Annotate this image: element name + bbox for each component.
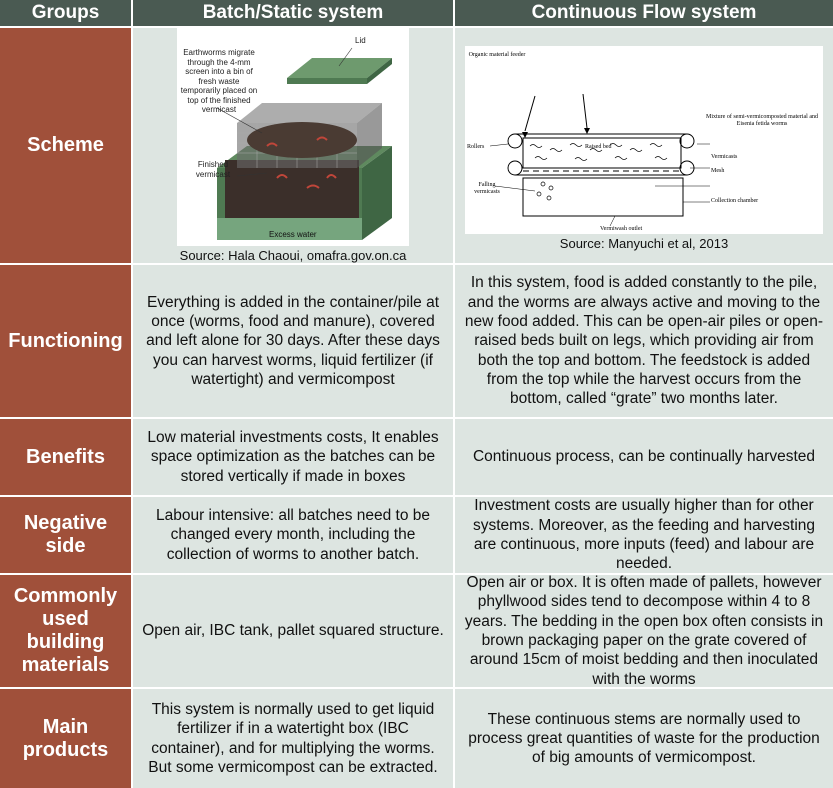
cf-label-mesh: Mesh	[711, 168, 725, 174]
batch-source: Source: Hala Chaoui, omafra.gov.on.ca	[179, 248, 407, 263]
continuous-source: Source: Manyuchi et al, 2013	[559, 236, 729, 251]
cf-label-falling: Falling vermicasts	[474, 182, 500, 195]
header-continuous: Continuous Flow system	[455, 0, 833, 26]
batch-label-lid: Lid	[355, 36, 366, 45]
continuous-functioning: In this system, food is added constantly to the pile, and the worms are always active and moving to the new food added. This can be open-air piles or open-raised beds built on legs, which providing air from both the top and bottom. The feedstock is added from the top while the harvest occurs from the bottom, called “grate” two months later.	[455, 265, 833, 417]
continuous-flow-diagram	[465, 46, 823, 234]
group-functioning: Functioning	[0, 265, 131, 417]
batch-main-products: This system is normally used to get liquid fertilizer if in a watertight box (IBC container), and for multiplying the worms. But some vermicompost can be extracted.	[133, 689, 453, 788]
continuous-benefits: Continuous process, can be continually harvested	[455, 419, 833, 495]
cf-label-bed: Raised bed	[585, 144, 612, 150]
cf-label-chamber: Collection chamber	[711, 198, 759, 204]
batch-label-migrate: Earthworms migrate through the 4-mm screen into a bin of fresh waste temporarily placed on top of the finished vermicast	[180, 48, 258, 114]
group-benefits: Benefits	[0, 419, 131, 495]
cf-label-mixture: Mixture of semi-vermicomposted material and Eisenia fetida worms	[706, 114, 818, 127]
group-building-materials: Commonly used building materials	[0, 575, 131, 687]
group-scheme: Scheme	[0, 28, 131, 263]
batch-label-finished: Finished vermicast	[195, 160, 231, 179]
batch-scheme-figure	[177, 28, 409, 246]
group-main-products: Main products	[0, 689, 131, 788]
continuous-negative-side: Investment costs are usually higher than for other systems. Moreover, as the feeding and harvesting are continuous, more inputs (feed) and labour are needed.	[455, 497, 833, 573]
batch-label-excess: Excess water	[269, 230, 317, 239]
group-negative-side: Negative side	[0, 497, 131, 573]
header-groups: Groups	[0, 0, 131, 26]
header-batch: Batch/Static system	[133, 0, 453, 26]
continuous-building-materials: Open air or box. It is often made of pallets, however phyllwood sides tend to decompose within 4 to 8 years. The bedding in the open box often consists in brown packaging paper on the grate covered of around 15cm of moist bedding and then inoculated with the worms	[455, 575, 833, 687]
continuous-scheme-cell	[455, 28, 833, 263]
cf-label-feeder: Organic material feeder	[468, 52, 526, 58]
continuous-scheme-figure	[465, 46, 823, 234]
batch-building-materials: Open air, IBC tank, pallet squared structure.	[133, 575, 453, 687]
batch-negative-side: Labour intensive: all batches need to be changed every month, including the collection of worms to another batch.	[133, 497, 453, 573]
cf-label-outlet: Vermiwash outlet	[600, 226, 643, 232]
batch-functioning: Everything is added in the container/pile at once (worms, food and manure), covered and left alone for 30 days. After these days you can harvest worms, liquid fertilizer (if watertight) and vermicompost	[133, 265, 453, 417]
cf-label-vermicasts: Vermicasts	[711, 154, 738, 160]
cf-label-rollers: Rollers	[467, 144, 485, 150]
continuous-main-products: These continuous stems are normally used to process great quantities of waste for the production of big amounts of vermicompost.	[455, 689, 833, 788]
batch-benefits: Low material investments costs, It enables space optimization as the batches can be stored vertically if made in boxes	[133, 419, 453, 495]
batch-scheme-cell	[133, 28, 453, 263]
